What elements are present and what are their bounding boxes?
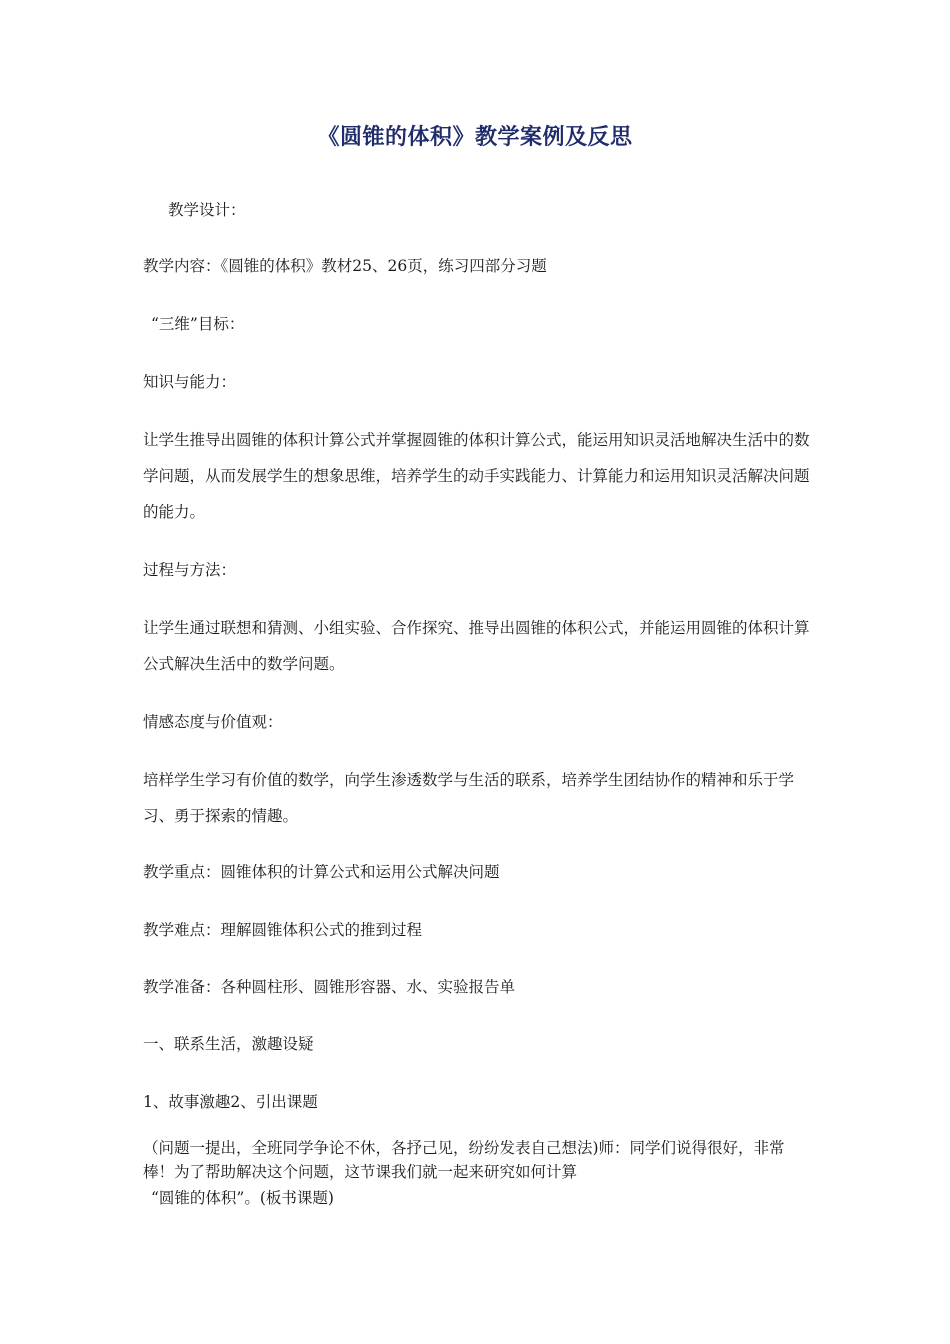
- paragraph-last: （问题一提出，全班同学争论不休，各抒己见，纷纷发表自己想法)师：同学们说得很好，非常棒！为了帮助解决这个问题，这节课我们就一起来研究如何计算: [143, 1139, 785, 1181]
- process-text: 让学生通过联想和猜测、小组实验、合作探究、推导出圆锥的体积公式，并能运用圆锥的体积计算公式解决生活中的数学问题。: [143, 619, 810, 673]
- difficulty: 教学难点：理解圆锥体积公式的推到过程: [143, 921, 423, 939]
- content-line: 教学内容：《圆锥的体积》教材25、26页，练习四部分习题: [143, 257, 547, 275]
- key-point: 教学重点：圆锥体积的计算公式和运用公式解决问题: [143, 863, 500, 881]
- knowledge-heading: 知识与能力：: [143, 373, 237, 391]
- knowledge-text: 让学生推导出圆锥的体积计算公式并掌握圆锥的体积计算公式，能运用知识灵活地解决生活中的数学问题，从而发展学生的想象思维，培养学生的动手实践能力、计算能力和运用知识灵活解决问题的能力。: [143, 431, 810, 521]
- design-heading: 教学设计：: [168, 201, 246, 219]
- process-heading: 过程与方法：: [143, 561, 237, 579]
- emotion-heading: 情感态度与价值观：: [143, 713, 283, 731]
- preparation: 教学准备：各种圆柱形、圆锥形容器、水、实验报告单: [143, 978, 516, 996]
- paragraph-last-tail: “圆锥的体积”。(板书课题): [151, 1189, 334, 1207]
- step-line-1: 1、故事激趣2、引出课题: [143, 1093, 318, 1111]
- document-title: 《圆锥的体积》教学案例及反思: [317, 125, 633, 150]
- section-heading-1: 一、联系生活，激趣设疑: [143, 1035, 314, 1053]
- goals-heading: “三维”目标：: [151, 315, 245, 333]
- emotion-text: 培样学生学习有价值的数学，向学生渗透数学与生活的联系，培养学生团结协作的精神和乐于学习、勇于探索的情趣。: [143, 771, 795, 825]
